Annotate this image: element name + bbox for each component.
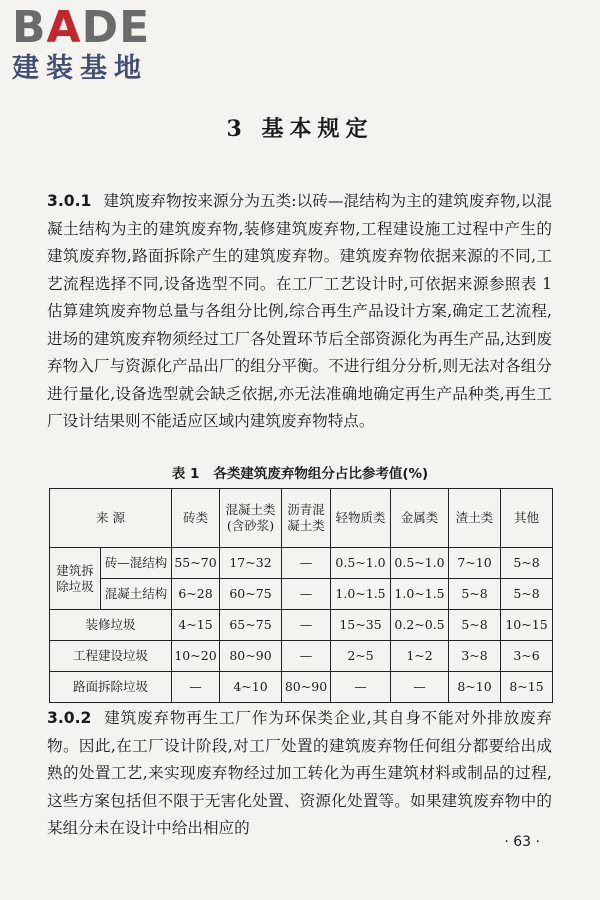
section-text: 建筑废弃物再生工厂作为环保类企业,其自身不能对外排放废弃物。因此,在工厂设计阶段,对工厂处置的建筑废弃物任何组分都要给出成熟的处置工艺,来实现废弃物经过加工转化为再生建筑材料或制品的过程,这些方案包括但不限于无害化处置、资源化处置等。如果建筑废弃物中的某组分未在设计中给出相应的 bbox=[47, 709, 552, 837]
section-text: 建筑废弃物按来源分为五类:以砖—混结构为主的建筑废弃物,以混凝土结构为主的建筑废弃物,装修建筑废弃物,工程建设施工过程中产生的建筑废弃物,路面拆除产生的建筑废弃物。建筑废弃物依据来源的不同,工艺流程选择不同,设备选型不同。在工厂工艺设计时,可依据来源参照表 1 估算建筑废弃物总量与各组分比例,综合再生产品设计方案,确定工艺流程,进场的建筑废弃物须经过工厂各处置环节后全部资源化为再生产品,达到废弃物入厂与资源化产品出厂的组分平衡。不进行组分分析,则无法对各组分进行量化,设备选型就会缺乏依据,亦无法准确地确定再生产品种类,再生工厂设计结果则不能适应区域内建筑废弃物特点。 bbox=[47, 192, 552, 430]
row-label: 路面拆除垃圾 bbox=[50, 672, 172, 703]
cell-light: 15~35 bbox=[331, 610, 391, 641]
cell-metal: — bbox=[391, 672, 449, 703]
table-row bbox=[50, 579, 553, 610]
row-label: 砖—混结构 bbox=[101, 548, 172, 579]
cell-concrete: 65~75 bbox=[220, 610, 282, 641]
header-metal: 金属类 bbox=[391, 489, 449, 548]
table-header-row bbox=[50, 489, 553, 548]
group-label: 建筑拆除垃圾 bbox=[50, 548, 101, 610]
cell-brick: — bbox=[172, 672, 220, 703]
cell-light: — bbox=[331, 672, 391, 703]
table-row bbox=[50, 672, 553, 703]
cell-brick: 6~28 bbox=[172, 579, 220, 610]
cell-slag: 3~8 bbox=[449, 641, 501, 672]
cell-asphalt: — bbox=[282, 548, 331, 579]
cell-other: 5~8 bbox=[501, 548, 553, 579]
table-row bbox=[50, 548, 553, 579]
cell-brick: 55~70 bbox=[172, 548, 220, 579]
header-light: 轻物质类 bbox=[331, 489, 391, 548]
section-number: 3.0.1 bbox=[47, 192, 92, 210]
cell-concrete: 60~75 bbox=[220, 579, 282, 610]
cell-asphalt: — bbox=[282, 610, 331, 641]
logo-subtitle: 建装基地 bbox=[12, 53, 148, 84]
cell-slag: 5~8 bbox=[449, 610, 501, 641]
cell-asphalt: — bbox=[282, 579, 331, 610]
row-label: 装修垃圾 bbox=[50, 610, 172, 641]
table-caption: 表 1 各类建筑废弃物组分占比参考值(%) bbox=[171, 466, 429, 482]
row-label: 工程建设垃圾 bbox=[50, 641, 172, 672]
cell-asphalt: 80~90 bbox=[282, 672, 331, 703]
cell-metal: 0.2~0.5 bbox=[391, 610, 449, 641]
page-number: · 63 · bbox=[504, 834, 540, 850]
cell-concrete: 4~10 bbox=[220, 672, 282, 703]
cell-brick: 10~20 bbox=[172, 641, 220, 672]
cell-other: 5~8 bbox=[501, 579, 553, 610]
composition-table bbox=[49, 488, 553, 703]
section-number: 3.0.2 bbox=[47, 709, 92, 727]
cell-slag: 5~8 bbox=[449, 579, 501, 610]
cell-other: 3~6 bbox=[501, 641, 553, 672]
cell-light: 1.0~1.5 bbox=[331, 579, 391, 610]
cell-metal: 0.5~1.0 bbox=[391, 548, 449, 579]
header-source: 来 源 bbox=[50, 489, 172, 548]
cell-light: 2~5 bbox=[331, 641, 391, 672]
header-concrete: 混凝土类(含砂浆) bbox=[220, 489, 282, 548]
cell-metal: 1.0~1.5 bbox=[391, 579, 449, 610]
header-asphalt: 沥青混凝土类 bbox=[282, 489, 331, 548]
cell-slag: 7~10 bbox=[449, 548, 501, 579]
header-slag: 渣土类 bbox=[449, 489, 501, 548]
cell-slag: 8~10 bbox=[449, 672, 501, 703]
chapter-title: 3 基本规定 bbox=[226, 116, 374, 142]
cell-light: 0.5~1.0 bbox=[331, 548, 391, 579]
logo bbox=[12, 2, 182, 86]
table-row bbox=[50, 610, 553, 641]
cell-other: 10~15 bbox=[501, 610, 553, 641]
section-3-0-1 bbox=[47, 188, 552, 436]
cell-asphalt: — bbox=[282, 641, 331, 672]
cell-concrete: 17~32 bbox=[220, 548, 282, 579]
cell-other: 8~15 bbox=[501, 672, 553, 703]
section-3-0-2 bbox=[47, 705, 552, 843]
table-row bbox=[50, 641, 553, 672]
row-label: 混凝土结构 bbox=[101, 579, 172, 610]
cell-metal: 1~2 bbox=[391, 641, 449, 672]
cell-brick: 4~15 bbox=[172, 610, 220, 641]
header-brick: 砖类 bbox=[172, 489, 220, 548]
logo-wordmark: BADE bbox=[12, 2, 151, 53]
header-other: 其他 bbox=[501, 489, 553, 548]
cell-concrete: 80~90 bbox=[220, 641, 282, 672]
